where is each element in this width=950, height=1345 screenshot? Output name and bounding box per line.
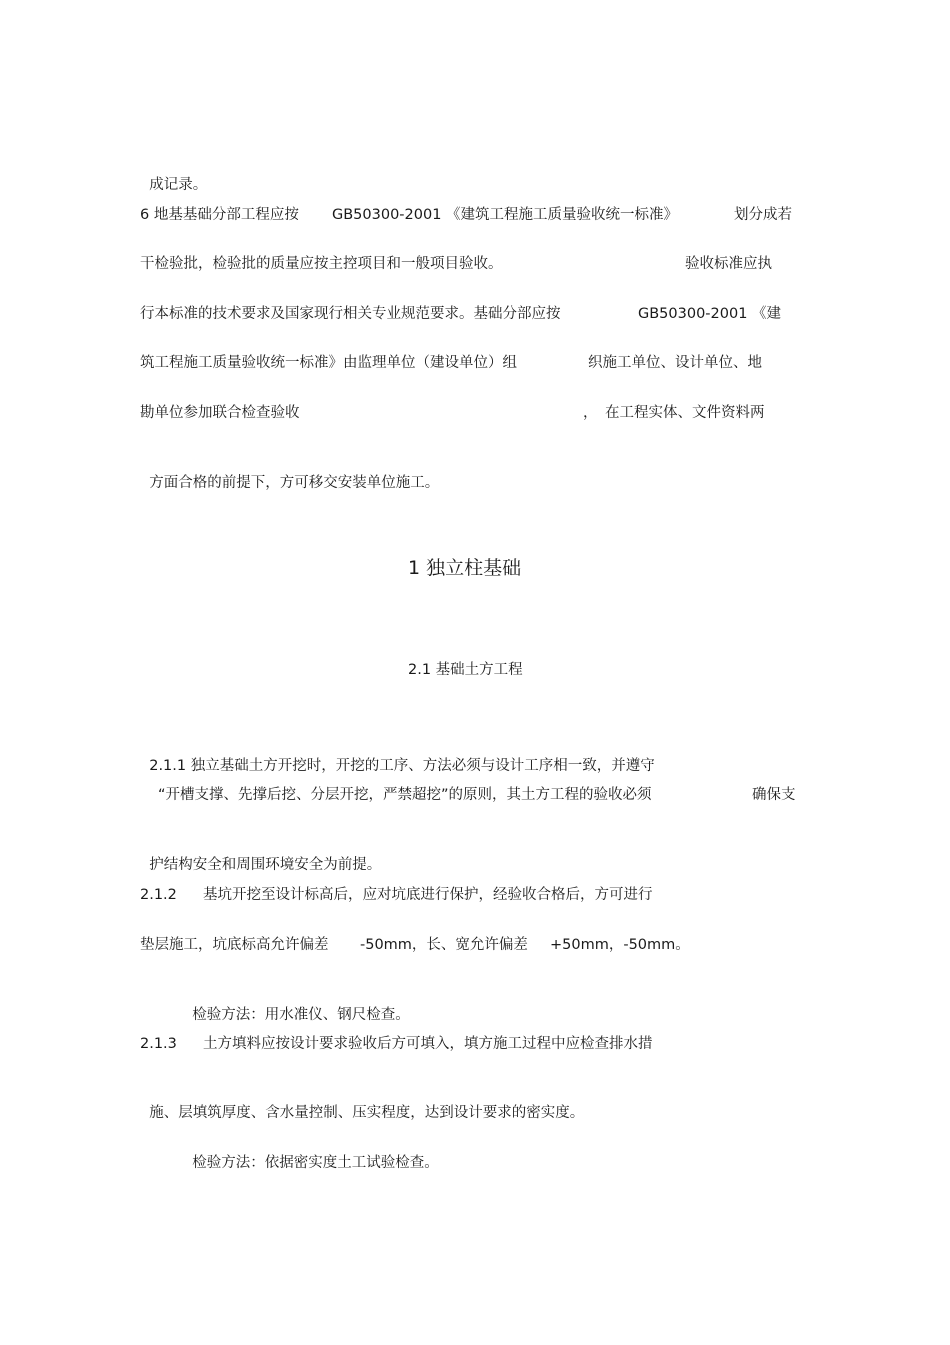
paragraph-text: 行本标准的技术要求及国家现行相关专业规范要求。基础分部应按 [140,306,561,322]
clause-number: 2.1.2 [140,887,177,903]
subsection-heading: 2.1 基础土方工程 [408,662,523,678]
paragraph-text: 在工程实体、文件资料两 [605,405,765,421]
text-line [140,885,810,905]
paragraph-text: -50mm，长、宽允许偏差 [360,937,528,953]
text-line [140,453,439,493]
text-line [140,403,810,423]
text-line [140,935,810,955]
paragraph-text: 成记录。 [149,177,208,193]
paragraph-text: 土方填料应按设计要求验收后方可填入，填方施工过程中应检查排水措 [203,1036,653,1052]
paragraph-text: 垫层施工，坑底标高允许偏差 [140,937,329,953]
paragraph-text: 6 地基基础分部工程应按 [140,207,299,223]
paragraph-text: GB50300-2001 《建 [638,306,782,322]
paragraph-text: 织施工单位、设计单位、地 [588,355,762,371]
clause-number: 2.1.3 [140,1036,177,1052]
text-line [140,736,655,776]
paragraph-text: 勘单位参加联合检查验收 [140,405,300,421]
paragraph-text: 基坑开挖至设计标高后，应对坑底进行保护，经验收合格后，方可进行 [203,887,653,903]
text-line [183,985,410,1025]
paragraph-text: 划分成若 [734,207,792,223]
text-line [140,835,381,875]
paragraph-text: 2.1.1 独立基础土方开挖时，开挖的工序、方法必须与设计工序相一致，并遵守 [149,758,655,774]
paragraph-text: 筑工程施工质量验收统一标准》由监理单位（建设单位）组 [140,355,517,371]
paragraph-text: ， [583,405,598,421]
text-line [140,353,810,373]
paragraph-text: 方面合格的前提下，方可移交安装单位施工。 [149,475,440,491]
paragraph-text: 验收标准应执 [685,256,772,272]
text-line [140,304,810,324]
text-line [140,254,810,274]
text-line [140,1083,584,1123]
section-heading: 1 独立柱基础 [408,557,522,579]
paragraph-text: 干检验批，检验批的质量应按主控项目和一般项目验收。 [140,256,503,272]
inspection-method: 检验方法：用水准仪、钢尺检查。 [192,1007,410,1023]
inspection-method: 检验方法：依据密实度土工试验检查。 [192,1155,439,1171]
text-line [140,785,810,805]
text-line [183,1133,439,1173]
text-line [140,205,810,225]
paragraph-text: 护结构安全和周围环境安全为前提。 [149,857,382,873]
paragraph-text: 确保支 [752,787,796,803]
text-line [140,1034,810,1054]
paragraph-text: +50mm，-50mm。 [550,937,690,953]
paragraph-text: GB50300-2001 《建筑工程施工质量验收统一标准》 [332,207,679,223]
paragraph-text: “开槽支撑、先撑后挖、分层开挖，严禁超挖”的原则，其土方工程的验收必须 [158,787,652,803]
text-line [140,155,207,195]
paragraph-text: 施、层填筑厚度、含水量控制、压实程度，达到设计要求的密实度。 [149,1105,585,1121]
